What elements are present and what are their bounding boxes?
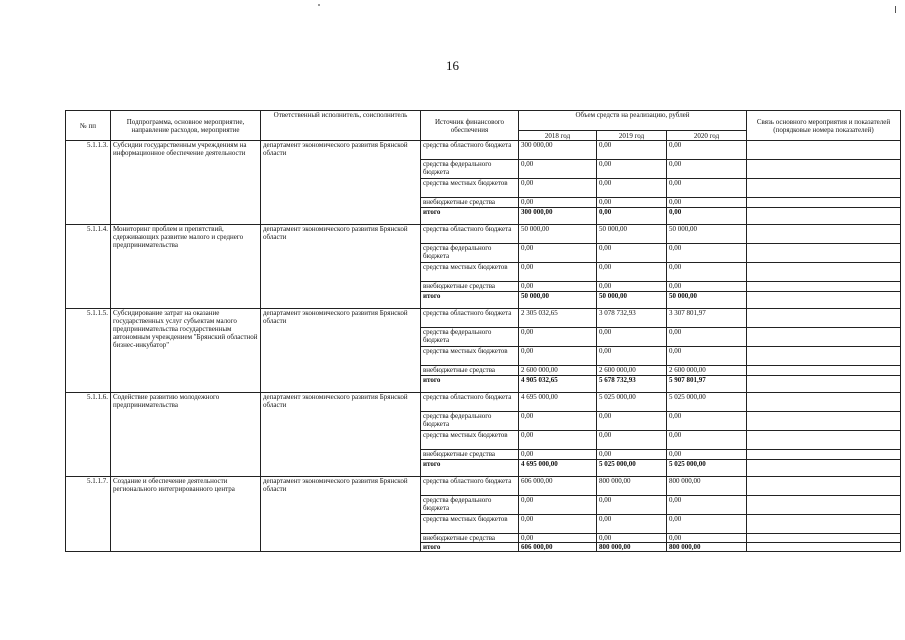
item-number: 5.1.1.6. [66,393,111,477]
value-2018: 0,00 [519,179,597,198]
value-2018: 0,00 [519,198,597,208]
link-cell [747,141,901,160]
source-cell: средства областного бюджета [421,393,519,412]
value-2019: 0,00 [597,328,667,347]
value-2019: 0,00 [597,198,667,208]
link-cell [747,292,901,309]
value-2020: 0,00 [667,179,747,198]
value-2019: 0,00 [597,141,667,160]
value-2018: 2 305 032,65 [519,309,597,328]
item-executor: департамент экономического развития Брянской области [261,141,421,225]
value-2020: 0,00 [667,450,747,460]
source-cell: средства областного бюджета [421,477,519,496]
value-2020: 5 025 000,00 [667,393,747,412]
value-2019: 0,00 [597,179,667,198]
value-2020: 0,00 [667,431,747,450]
source-cell: итого [421,292,519,309]
item-name: Содействие развитию молодежного предпринимательства [111,393,261,477]
source-cell: внебюджетные средства [421,282,519,292]
value-2019: 5 678 732,93 [597,376,667,393]
value-2019: 3 078 732,93 [597,309,667,328]
header-link: Связь основного мероприятия и показателей (порядковые номера показателей) [747,111,901,141]
header-executor: Ответственный исполнитель, соисполнитель [261,111,421,141]
value-2019: 5 025 000,00 [597,460,667,477]
source-cell: средства местных бюджетов [421,179,519,198]
source-cell: итого [421,543,519,552]
budget-table [65,110,901,552]
value-2019: 0,00 [597,450,667,460]
value-2018: 0,00 [519,515,597,534]
link-cell [747,160,901,179]
link-cell [747,431,901,450]
value-2018: 0,00 [519,534,597,543]
value-2019: 0,00 [597,208,667,225]
value-2018: 2 600 000,00 [519,366,597,376]
table-row [66,141,901,160]
value-2019: 0,00 [597,515,667,534]
value-2019: 0,00 [597,534,667,543]
table-body [66,141,901,552]
header-name: Подпрограмма, основное мероприятие, направление расходов, мероприятие [111,111,261,141]
page-number: 16 [446,58,459,73]
header-2018: 2018 год [519,131,597,141]
link-cell [747,309,901,328]
value-2020: 0,00 [667,534,747,543]
value-2020: 0,00 [667,198,747,208]
table-row [66,309,901,328]
header-source: Источник финансового обеспечения [421,111,519,141]
source-cell: средства федерального бюджета [421,328,519,347]
link-cell [747,179,901,198]
value-2018: 4 695 000,00 [519,393,597,412]
link-cell [747,198,901,208]
value-2018: 300 000,00 [519,208,597,225]
value-2020: 0,00 [667,347,747,366]
item-name: Субсидирование затрат на оказание государственных услуг субъектам малого предпринимательства государственным автономным учреждением "Брянский областной бизнес-инкубатор" [111,309,261,393]
link-cell [747,376,901,393]
header-2019: 2019 год [597,131,667,141]
value-2019: 0,00 [597,160,667,179]
value-2020: 5 907 801,97 [667,376,747,393]
value-2018: 0,00 [519,496,597,515]
value-2018: 50 000,00 [519,292,597,309]
header-2020: 2020 год [667,131,747,141]
source-cell: средства областного бюджета [421,225,519,244]
value-2018: 0,00 [519,450,597,460]
scan-dot [318,4,320,6]
value-2018: 0,00 [519,328,597,347]
source-cell: средства областного бюджета [421,141,519,160]
source-cell: итого [421,376,519,393]
source-cell: внебюджетные средства [421,366,519,376]
value-2020: 3 307 801,97 [667,309,747,328]
value-2019: 50 000,00 [597,225,667,244]
link-cell [747,515,901,534]
item-executor: департамент экономического развития Брянской области [261,309,421,393]
value-2018: 4 905 032,65 [519,376,597,393]
value-2020: 0,00 [667,412,747,431]
value-2018: 0,00 [519,244,597,263]
value-2020: 0,00 [667,282,747,292]
value-2018: 0,00 [519,412,597,431]
link-cell [747,225,901,244]
source-cell: средства федерального бюджета [421,160,519,179]
value-2019: 0,00 [597,263,667,282]
item-name: Создание и обеспечение деятельности регионального интегрированного центра [111,477,261,552]
value-2020: 0,00 [667,160,747,179]
value-2018: 50 000,00 [519,225,597,244]
value-2018: 0,00 [519,160,597,179]
value-2019: 800 000,00 [597,477,667,496]
link-cell [747,496,901,515]
link-cell [747,366,901,376]
item-executor: департамент экономического развития Брянской области [261,393,421,477]
value-2020: 0,00 [667,263,747,282]
value-2020: 0,00 [667,328,747,347]
link-cell [747,328,901,347]
source-cell: внебюджетные средства [421,534,519,543]
item-number: 5.1.1.4. [66,225,111,309]
link-cell [747,208,901,225]
source-cell: итого [421,460,519,477]
value-2019: 2 600 000,00 [597,366,667,376]
value-2019: 0,00 [597,244,667,263]
value-2018: 0,00 [519,347,597,366]
value-2019: 800 000,00 [597,543,667,552]
link-cell [747,534,901,543]
source-cell: средства федерального бюджета [421,244,519,263]
source-cell: средства местных бюджетов [421,515,519,534]
value-2019: 0,00 [597,496,667,515]
table-row [66,225,901,244]
link-cell [747,347,901,366]
scan-edge-mark [895,6,896,13]
value-2019: 50 000,00 [597,292,667,309]
value-2018: 4 695 000,00 [519,460,597,477]
link-cell [747,543,901,552]
table-row [66,393,901,412]
value-2018: 606 000,00 [519,543,597,552]
link-cell [747,282,901,292]
value-2019: 0,00 [597,347,667,366]
value-2019: 0,00 [597,282,667,292]
source-cell: средства местных бюджетов [421,431,519,450]
item-number: 5.1.1.3. [66,141,111,225]
value-2020: 800 000,00 [667,477,747,496]
link-cell [747,460,901,477]
item-number: 5.1.1.5. [66,309,111,393]
value-2019: 5 025 000,00 [597,393,667,412]
value-2020: 0,00 [667,496,747,515]
source-cell: итого [421,208,519,225]
value-2020: 0,00 [667,141,747,160]
item-number: 5.1.1.7. [66,477,111,552]
header-volume: Объем средств на реализацию, рублей [519,111,747,131]
link-cell [747,477,901,496]
value-2020: 0,00 [667,244,747,263]
source-cell: средства федерального бюджета [421,496,519,515]
link-cell [747,393,901,412]
header-num: № пп [66,111,111,141]
item-executor: департамент экономического развития Брянской области [261,477,421,552]
value-2018: 606 000,00 [519,477,597,496]
source-cell: средства областного бюджета [421,309,519,328]
value-2020: 0,00 [667,208,747,225]
value-2018: 300 000,00 [519,141,597,160]
value-2020: 2 600 000,00 [667,366,747,376]
item-name: Мониторинг проблем и препятствий, сдерживающих развитие малого и среднего предпринимательства [111,225,261,309]
item-name: Субсидии государственным учреждениям на информационное обеспечение деятельности [111,141,261,225]
value-2020: 5 025 000,00 [667,460,747,477]
value-2020: 50 000,00 [667,292,747,309]
value-2018: 0,00 [519,431,597,450]
value-2018: 0,00 [519,263,597,282]
source-cell: средства местных бюджетов [421,263,519,282]
value-2020: 800 000,00 [667,543,747,552]
table-row [66,477,901,496]
link-cell [747,244,901,263]
item-executor: департамент экономического развития Брянской области [261,225,421,309]
value-2020: 50 000,00 [667,225,747,244]
value-2019: 0,00 [597,431,667,450]
link-cell [747,450,901,460]
value-2018: 0,00 [519,282,597,292]
source-cell: внебюджетные средства [421,450,519,460]
value-2020: 0,00 [667,515,747,534]
source-cell: внебюджетные средства [421,198,519,208]
source-cell: средства местных бюджетов [421,347,519,366]
link-cell [747,263,901,282]
value-2019: 0,00 [597,412,667,431]
source-cell: средства федерального бюджета [421,412,519,431]
link-cell [747,412,901,431]
